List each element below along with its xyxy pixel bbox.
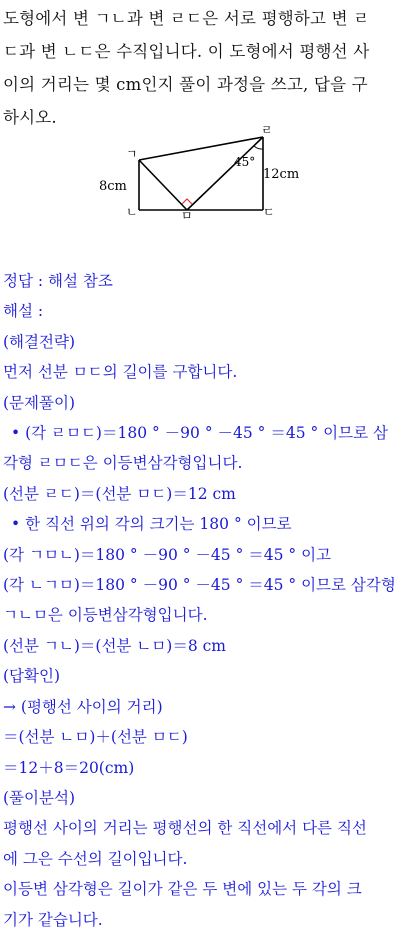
vertex-label-g: ㄱ [126,147,138,161]
answer-line: 해설 : [3,302,44,321]
angle-label: 45° [234,155,256,169]
answer-line: (각 ㄱㅁㄴ)＝180 ° －90 ° －45 ° ＝45 ° 이고 [3,545,332,564]
answer-line: 에 그은 수선의 길이입니다. [3,849,188,868]
answer-line: 먼저 선분 ㅁㄷ의 길이를 구합니다. [3,363,238,382]
problem-line: 하시오. [3,108,57,127]
length-label-left: 8cm [99,179,127,194]
answer-line: ＝12＋8＝20(cm) [3,758,135,777]
problem-text [3,2,397,134]
answer-line: • (각 ㄹㅁㄷ)＝180 ° －90 ° －45 ° ＝45 ° 이므로 삼 [11,424,388,443]
answer-line: (선분 ㄱㄴ)＝(선분 ㄴㅁ)＝8 cm [3,636,226,655]
vertex-label-d: ㄷ [263,205,275,219]
length-label-right: 12cm [263,167,300,182]
answer-line: ＝(선분 ㄴㅁ)＋(선분 ㅁㄷ) [3,728,188,747]
answer-line: 정답 : 해설 참조 [3,272,113,290]
segment-m-r [187,137,263,210]
segment-g-m [139,160,187,210]
answer-line: (풀이분석) [3,788,75,807]
angle-arc [254,146,263,149]
problem-line: 이의 거리는 몇 cm인지 풀이 과정을 쓰고, 답을 구 [3,75,368,94]
vertex-label-r: ㄹ [261,123,273,137]
answer-line: (각 ㄴㄱㅁ)＝180 ° －90 ° －45 ° ＝45 ° 이므로 삼각형 [3,576,396,595]
answer-line: 이등변 삼각형은 길이가 같은 두 변에 있는 두 각의 크 [3,880,362,899]
answer-line: 각형 ㄹㅁㄷ은 이등변삼각형입니다. [3,454,243,473]
vertex-label-m: ㅁ [181,209,193,222]
answer-line: (선분 ㄹㄷ)＝(선분 ㅁㄷ)＝12 cm [3,484,236,503]
answer-line: 평행선 사이의 거리는 평행선의 한 직선에서 다른 직선 [3,819,367,838]
answer-line: 기가 같습니다. [3,910,103,929]
problem-line: ㄷ과 변 ㄴㄷ은 수직입니다. 이 도형에서 평행선 사 [3,42,370,61]
answer-line: → (평행선 사이의 거리) [3,697,163,716]
answer-line: (답확인) [3,667,61,686]
answer-line: ㄱㄴㅁ은 이등변삼각형입니다. [3,606,208,625]
answer-line: • 한 직선 위의 각의 크기는 180 ° 이므로 [11,515,292,534]
vertex-label-n: ㄴ [126,205,138,219]
answer-explanation [3,266,397,935]
geometry-figure [96,122,306,222]
answer-line: (해결전략) [3,332,75,351]
answer-line: (문제풀이) [3,393,75,412]
right-angle-marker [182,199,192,204]
problem-line: 도형에서 변 ㄱㄴ과 변 ㄹㄷ은 서로 평행하고 변 ㄹ [3,9,370,28]
